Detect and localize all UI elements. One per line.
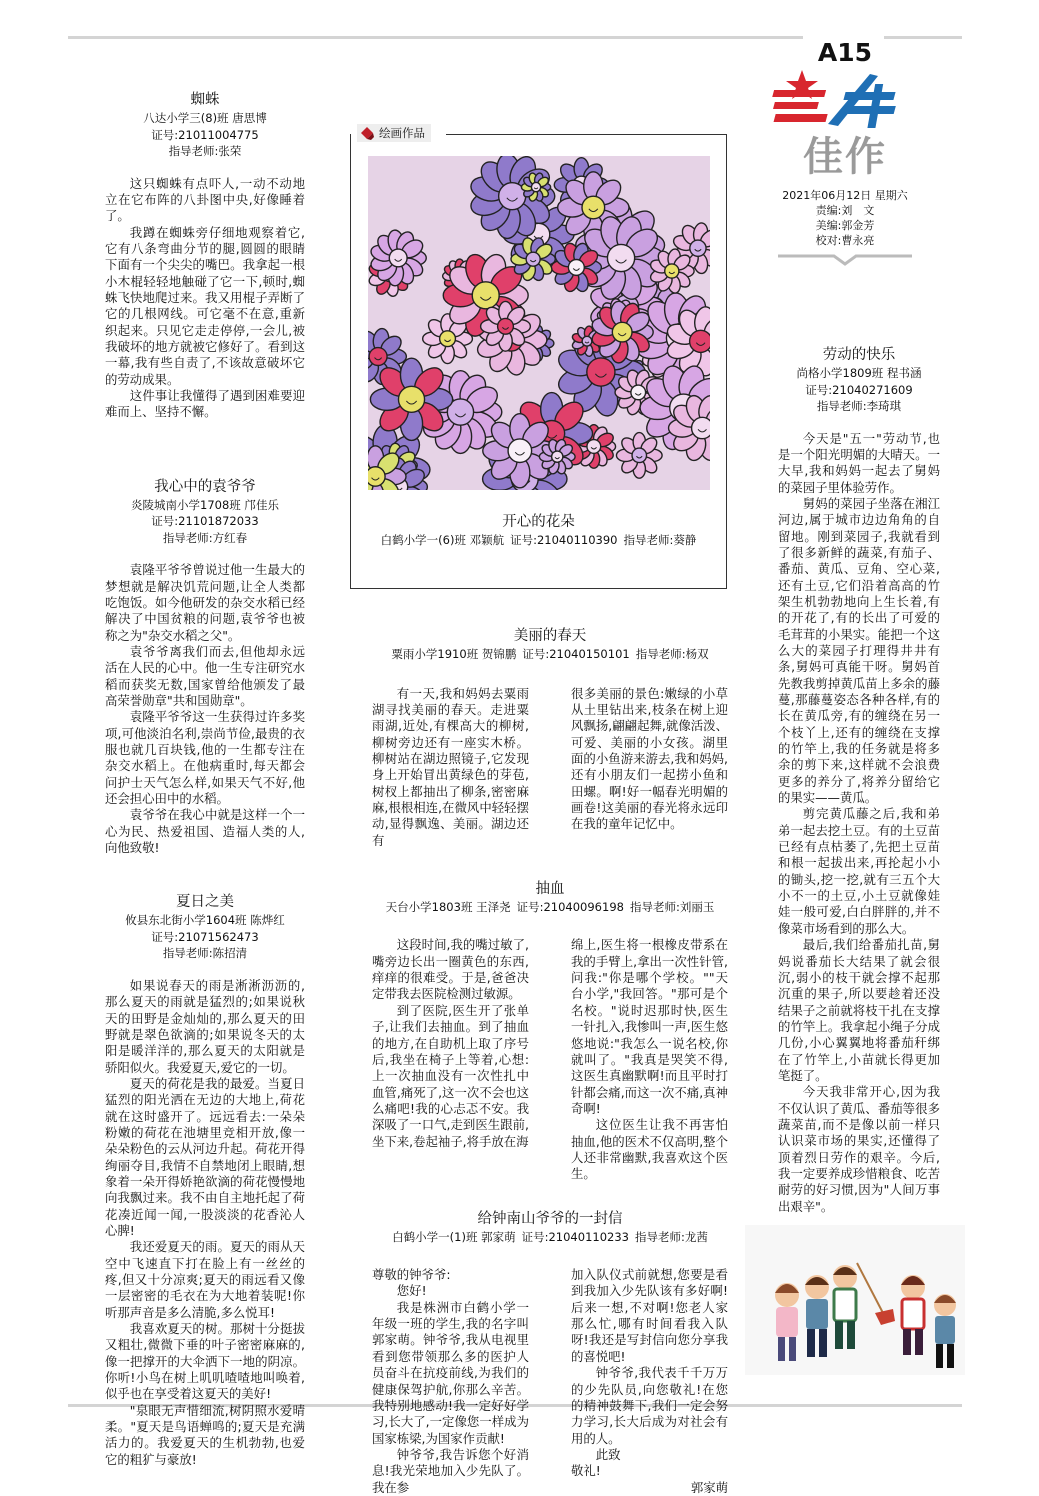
masthead [770, 38, 920, 270]
article-teacher: 指导老师:方红春 [162, 530, 248, 545]
painting-box [350, 126, 727, 589]
article-column-2 [571, 1267, 728, 1496]
article-yuan [105, 477, 305, 857]
article-labor [778, 345, 940, 1215]
article-teacher: 指导老师:陈招清 [162, 946, 248, 961]
article-id: 证号:21040271609 [805, 382, 913, 397]
article-summer [105, 892, 305, 1468]
paragraph: 如果说春天的雨是淅淅沥沥的,那么夏天的雨就是猛烈的;如果说秋天的田野是金灿灿的,那么夏天的田野就是翠色欲滴的;如果说冬天的太阳是暖洋洋的,那么夏天的太阳就是骄阳似火。我爱夏天,爱它的一切。 [105, 977, 305, 1075]
paragraph: 袁爷爷在我心中就是这样一个一心为民、热爱祖国、造福人类的人,向他致敬! [105, 807, 305, 855]
article-column-2 [571, 686, 728, 849]
signature: 郭家萌 [690, 1479, 728, 1495]
painting-teacher: 指导老师:葵静 [623, 533, 697, 547]
paragraph: 有一天,我和妈妈去粟雨湖寻找美丽的春天。走进粟雨湖,近处,有棵高大的柳树,柳树旁边还有一座实木桥。柳树站在湖边照镜子,它发现身上开始冒出黄绿色的芽苞,树杈上都抽出了柳条,密密麻麻,根根相连,在微风中轻轻摆动,显得飘逸、美丽。湖边还有 [372, 685, 529, 848]
paragraph: 今天我非常开心,因为我不仅认识了黄瓜、番茄等很多蔬菜苗,而不是像以前一样只认识菜市场的果实,还懂得了顶着烈日劳作的艰辛。今后,我一定要养成珍惜粮食、吃苦耐劳的好习惯,因为"人间万事出艰辛"。 [778, 1084, 940, 1214]
article-id: 证号:21101872033 [151, 514, 259, 529]
paragraph: 我是株洲市白鹤小学一年级一班的学生,我的名字叫郭家萌。钟爷爷,我从电视里看到您带领那么多的医护人员奋斗在抗疫前线,为我们的健康保驾护航,你那么辛苦。我特别地感动!我一定好好学习,长大了,一定像您一样成为国家栋梁,为国家作贡献! [372, 1299, 529, 1446]
article-school: 攸县东北街小学1604班 陈烨红 [125, 913, 285, 928]
paragraph: 加入队仪式前就想,您要是看到我加入少先队该有多好啊!后来一想,不对啊!您老人家那么忙,哪有时间看我入队呀!我还是写封信向您分享我的喜悦吧! [571, 1267, 728, 1364]
article-column-1 [372, 1267, 529, 1496]
article-spider [105, 90, 305, 421]
article-body [105, 978, 305, 1468]
page-number: A15 [817, 38, 873, 67]
article-school: 白鹤小学一(1)班 郭家萌 [392, 1229, 516, 1244]
closing: 敬礼! [571, 1463, 601, 1479]
article-id: 证号:21040110233 [521, 1229, 629, 1244]
article-body [105, 176, 305, 421]
flower [481, 301, 531, 351]
article-column-1 [372, 686, 529, 849]
paragraph: 您好! [396, 1283, 427, 1299]
paragraph: 此致 [595, 1446, 621, 1462]
paragraph: 钟爷爷,我告诉您个好消息!我光荣地加入少先队了。我在参 [372, 1446, 529, 1495]
article-column-2 [571, 937, 728, 1182]
paragraph: 剪完黄瓜藤之后,我和弟弟一起去挖土豆。有的土豆苗已经有点枯萎了,先把土豆苗和根一起拔出来,再抡起小小的锄头,挖一挖,就有三五个大小不一的土豆,小土豆就像娃娃一般可爱,白白胖胖的,并不像菜市场看到的那么大。 [778, 806, 940, 936]
article-teacher: 指导老师:李琦琪 [816, 399, 902, 413]
paragraph: 我蹲在蜘蛛旁仔细地观察着它,它有八条弯曲分节的腿,圆圆的眼睛下面有一个尖尖的嘴巴。我拿起一根小木棍轻轻地触碰了它一下,顿时,蜘蛛飞快地爬过来。我又用棍子弄断了它的几根网线。可它毫不在意,重新织起来。只见它走走停停,一会儿,被我破坏的地方就被它修好了。看到这一幕,我有些自责了,不该故意破坏它的劳动成果。 [105, 224, 305, 387]
article-id: 证号:21040150101 [522, 647, 630, 661]
article-title: 蜘蛛 [190, 92, 220, 108]
chevron-divider [770, 252, 920, 266]
article-byline [372, 646, 728, 663]
painting-title: 开心的花朵 [502, 514, 575, 530]
article-title: 我心中的袁爷爷 [154, 478, 256, 495]
article-blood [372, 879, 728, 1183]
article-teacher: 指导老师:张荣 [168, 144, 242, 158]
painting-tag-label: 绘画作品 [379, 126, 425, 140]
article-column-1 [372, 937, 529, 1182]
article-teacher: 指导老师:刘丽玉 [629, 899, 715, 914]
paragraph: 舅妈的菜园子坐落在湘江河边,属于城市边边角角的自留地。刚到菜园子,我就看到了很多新鲜的蔬菜,有茄子、番茄、黄瓜、豆角、空心菜,还有土豆,它们沿着高高的竹架生机勃勃地向上生长着,有的开花了,有的长出了可爱的毛茸茸的小果实。能把一个这么大的菜园子打理得井井有条,舅妈可真能干呀。舅妈首先教我剪掉黄瓜苗上多余的藤蔓,那藤蔓姿态各种各样,有的长在黄瓜旁,有的缠绕在另一个枝丫上,还有的缠绕在支撑的竹竿上,我的任务就是将多余的剪下来,这样就不会浪费更多的养分了,将养分留给它的果实——黄瓜。 [778, 495, 940, 806]
article-school: 粟雨小学1910班 贺锦鹏 [391, 647, 517, 661]
section-title: 佳作 [803, 133, 887, 180]
proofreader: 校对:曹永亮 [815, 234, 875, 247]
painting-byline [368, 532, 709, 549]
middle-column [372, 626, 728, 1496]
article-body [105, 562, 305, 856]
painting-tag [357, 124, 431, 142]
children-cleaning-illustration [745, 1225, 965, 1375]
paragraph: 这段时间,我的嘴过敏了,嘴旁边长出一圈黄色的东西,痒痒的很难受。于是,爸爸决定带我去医院检测过敏源。 [372, 937, 529, 1002]
article-school: 炎陵城南小学1708班 邝佳乐 [131, 497, 279, 512]
article-spring [372, 626, 728, 849]
paragraph: 我还爱夏天的雨。夏天的雨从天空中飞速直下打在脸上有一丝丝的疼,但又十分凉爽;夏天的雨远看又像一层密密的毛衣在为大地着装呢!你听那声音是多么清脆,多么悦耳! [105, 1239, 305, 1320]
paragraph: 到了医院,医生开了张单子,让我们去抽血。到了抽血的地方,在自助机上取了序号后,我坐在椅子上等着,心想:上一次抽血没有一次性扎中血管,痛死了,这一次不会也这么痛吧!我的心忐忑不安。我深吸了一口气,走到医生跟前,坐下来,卷起袖子,将手放在海 [372, 1002, 529, 1149]
article-teacher: 指导老师:龙茜 [634, 1229, 708, 1244]
paragraph: 钟爷爷,我代表千千万万的少先队员,向您敬礼!在您的精神鼓舞下,我们一定会努力学习,长大后成为对社会有用的人。 [571, 1365, 728, 1446]
paragraph: 我喜欢夏天的树。那树十分挺拔又粗壮,微微下垂的叶子密密麻麻的,像一把撑开的大伞洒下一地的阴凉。你听!小鸟在树上叽叽喳喳地叫唤着,似乎也在享受着这夏天的美好! [105, 1321, 305, 1402]
article-id: 证号:21040096198 [516, 899, 624, 914]
paragraph: 袁隆平爷爷这一生获得过许多奖项,可他淡泊名利,崇尚节俭,最贵的衣服也就几百块钱,他的一生都专注在杂交水稻上。在他病重时,每天都会问护士天气怎么样,如果天气不好,他还会担心田中的水稻。 [105, 709, 305, 806]
left-column [105, 90, 305, 1468]
paragraph: 袁爷爷离我们而去,但他却永远活在人民的心中。他一生专注研究水稻而获奖无数,国家曾给他颁发了最高荣誉勋章"共和国勋章"。 [105, 643, 305, 708]
article-title: 抽血 [535, 880, 565, 897]
article-id: 证号:21011004775 [151, 127, 259, 142]
xingshaonian-logo [770, 68, 920, 130]
article-byline [372, 1229, 728, 1246]
right-column [778, 345, 940, 1375]
paragraph: 夏天的荷花是我的最爱。当夏日猛烈的阳光洒在无边的大地上,荷花就在这时盛开了。远远看去:一朵朵粉嫩的荷花在池塘里竞相开放,像一朵朵粉色的云从河边升起。荷花开得绚丽夺目,我情不自禁地闭上眼睛,想象着一朵开得娇艳欲滴的荷花慢慢地向我飘过来。我不由自主地托起了荷花凑近闻一闻,一股淡淡的花香沁人心脾! [105, 1075, 305, 1238]
article-letter [372, 1209, 728, 1496]
article-title: 劳动的快乐 [822, 347, 896, 363]
paragraph: "泉眼无声惜细流,树阴照水爱晴柔。"夏天是鸟语蝉鸣的;夏天是充满活力的。我爱夏天的生机勃勃,也爱它的粗犷与豪放! [105, 1402, 305, 1467]
painting-id: 证号:21040110390 [510, 533, 618, 547]
article-body [778, 431, 940, 1216]
painting-happy-flowers [368, 156, 710, 490]
paragraph: 这只蜘蛛有点吓人,一动不动地立在它布阵的八卦图中央,好像睡着了。 [105, 175, 305, 224]
article-title: 给钟南山爷爷的一封信 [477, 1210, 623, 1227]
article-school: 八达小学三(8)班 唐思博 [143, 111, 267, 125]
top-rule-left [68, 36, 803, 39]
paragraph: 很多美丽的景色:嫩绿的小草从土里钻出来,枝条在树上迎风飘扬,翩翩起舞,就像活泼、可爱、美丽的小女孩。湖里面的小鱼游来游去,我和妈妈,还有小朋友们一起捞小鱼和田螺。啊!好一幅春光明媚的画卷!这美丽的春光将永远印在我的童年记忆中。 [571, 685, 728, 832]
flower [370, 358, 452, 440]
flower [616, 433, 662, 479]
paragraph: 这件事让我懂得了遇到困难要迎难而上、坚持不懈。 [105, 387, 305, 420]
pencil-icon [359, 125, 375, 141]
article-school: 尚格小学1809班 程书涵 [796, 366, 922, 380]
article-school: 天台小学1803班 王泽尧 [385, 899, 511, 914]
article-teacher: 指导老师:杨双 [635, 647, 709, 661]
issue-date: 2021年06月12日 星期六 [782, 189, 908, 202]
paragraph: 最后,我们给番茄扎苗,舅妈说番茄长大结果了就会很沉,弱小的枝干就会撑不起那沉重的果子,所以要趁着还没结果子之前就将枝干扎在支撑的竹竿上。我拿起小绳子分成几份,小心翼翼地将番茄秆绑在了竹竿上,小苗就长得更加笔挺了。 [778, 937, 940, 1083]
paragraph: 这位医生让我不再害怕抽血,他的医术不仅高明,整个人还非常幽默,我喜欢这个医生。 [571, 1117, 728, 1182]
paragraph: 袁隆平爷爷曾说过他一生最大的梦想就是解决饥荒问题,让全人类都吃饱饭。如今他研发的杂交水稻已经解决了中国贫粮的问题,袁爷爷也被称之为"杂交水稻之父"。 [105, 562, 305, 643]
article-id: 证号:21071562473 [151, 929, 259, 944]
paragraph: 绵上,医生将一根橡皮带系在我的手臂上,拿出一次性针管,问我:"你是哪个学校。""天台小学,"我回答。"那可是个名校。"说时迟那时快,医生一针扎入,我惨叫一声,医生悠悠地说:"我怎么一说名校,你就叫了。"我真是哭笑不得,这医生真幽默啊!而且平时打针都会痛,而这一次不痛,真神奇啊! [571, 937, 728, 1116]
salutation: 尊敬的钟爷爷: [372, 1267, 451, 1283]
article-byline [372, 899, 728, 916]
editor: 责编:刘 文 [815, 204, 875, 217]
article-title: 夏日之美 [176, 894, 234, 911]
paragraph: 今天是"五一"劳动节,也是一个阳光明媚的大晴天。一大早,我和妈妈一起去了舅妈的菜园子里体验劳作。 [778, 430, 940, 495]
painting-school: 白鹤小学一(6)班 邓颖航 [380, 533, 505, 547]
art-editor: 美编:郭金芳 [815, 219, 875, 232]
article-title: 美丽的春天 [513, 628, 587, 644]
